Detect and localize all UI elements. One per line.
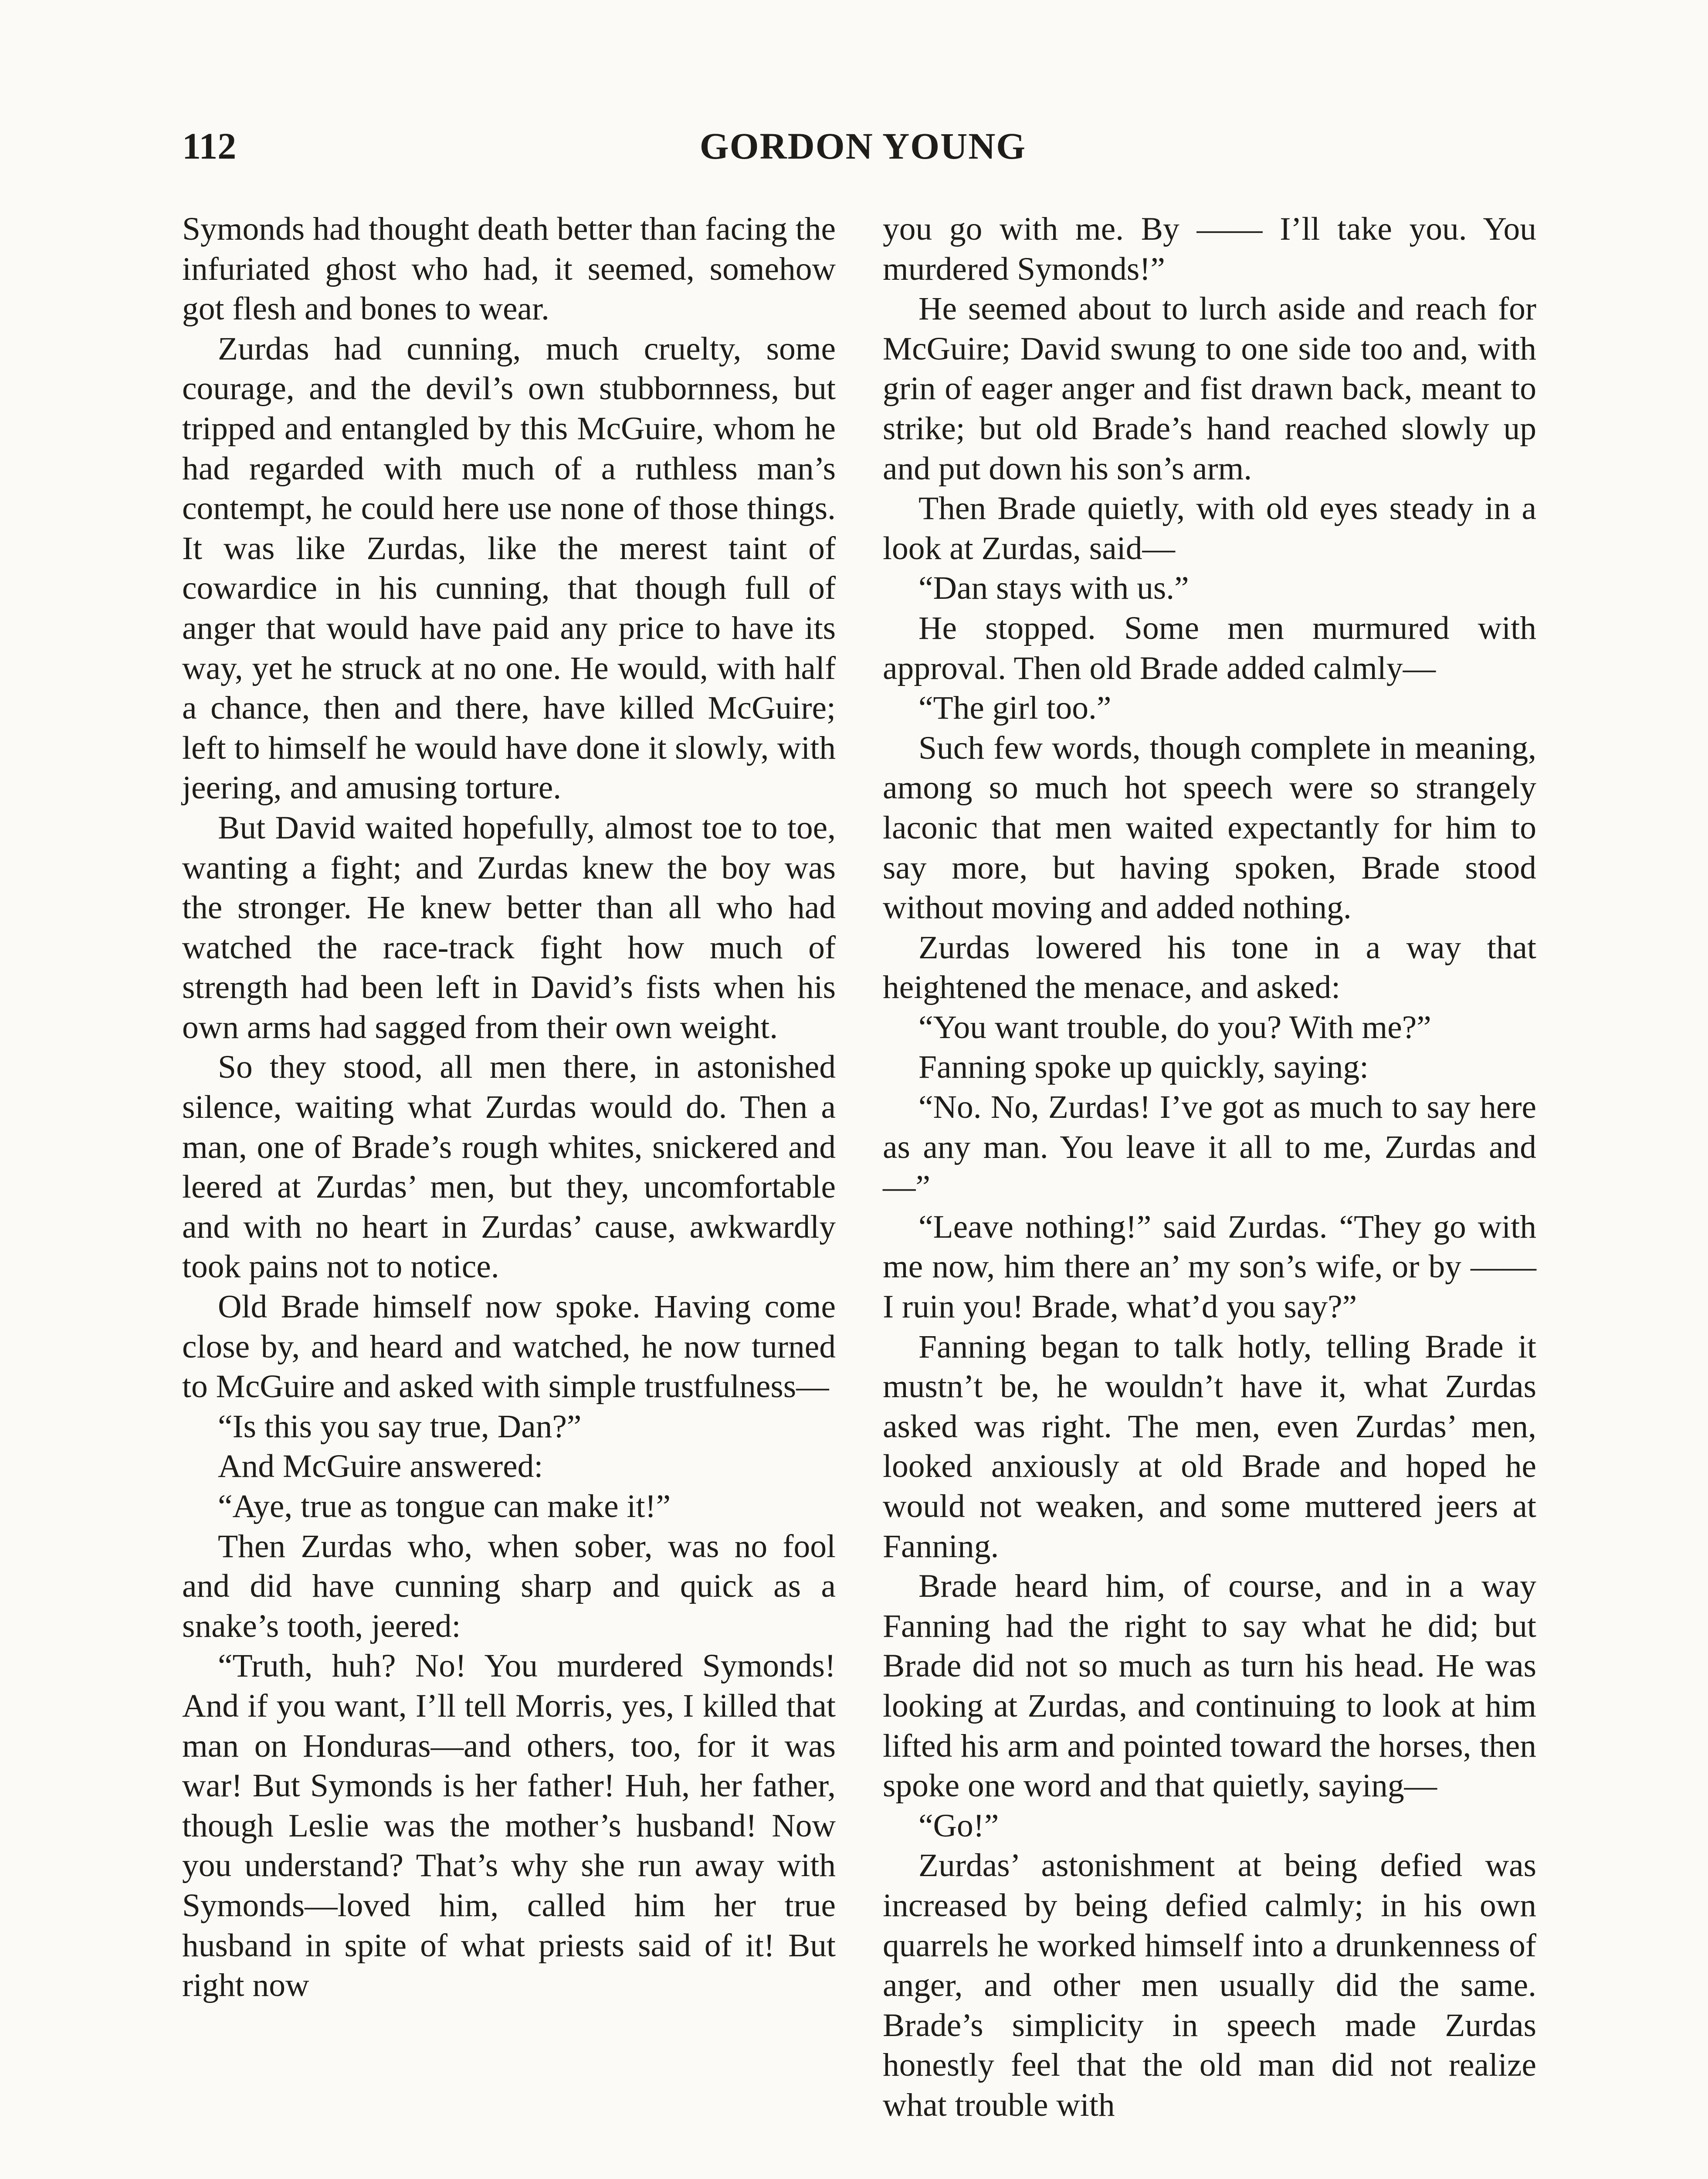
paragraph: “Is this you say true, Dan?” bbox=[218, 1408, 582, 1445]
right-column bbox=[883, 209, 1536, 2125]
paragraph: “Leave nothing!” said Zurdas. “They go with me now, him there an’ my son’s wife, or by —— I ruin you! Brade, what’d you say?” bbox=[883, 1208, 1536, 1325]
paragraph: So they stood, all men there, in astonished silence, waiting what Zurdas would do. Then a man, one of Brade’s rough whites, snickered and leered at Zurdas’ men, but they, uncomfortable and with no heart in Zurdas’ cause, awkwardly took pains not to notice. bbox=[182, 1049, 836, 1285]
paragraph: “You want trouble, do you? With me?” bbox=[918, 1009, 1431, 1045]
page-header bbox=[182, 122, 1544, 170]
paragraph: Such few words, though complete in meaning, among so much hot speech were so strangely laconic that men waited expectantly for him to say more, but having spoken, Brade stood without moving and added nothing. bbox=[883, 730, 1536, 926]
left-column bbox=[182, 209, 836, 2006]
paragraph: Symonds had thought death better than facing the infuriated ghost who had, it seemed, somehow got flesh and bones to wear. bbox=[182, 211, 836, 327]
paragraph: you go with me. By —— I’ll take you. You murdered Symonds!” bbox=[883, 211, 1536, 287]
paragraph: Old Brade himself now spoke. Having come close by, and heard and watched, he now turned to McGuire and asked with simple trustfulness— bbox=[182, 1289, 836, 1405]
paragraph: He stopped. Some men murmured with approval. Then old Brade added calmly— bbox=[883, 610, 1536, 686]
paragraph: Then Zurdas who, when sober, was no fool and did have cunning sharp and quick as a snake’s tooth, jeered: bbox=[182, 1528, 836, 1644]
paragraph: Zurdas had cunning, much cruelty, some courage, and the devil’s own stubbornness, but tripped and entangled by this McGuire, whom he had regarded with much of a ruthless man’s contempt, he could here use none of those things. It was like Zurdas, like the merest taint of cowardice in his cunning, that though full of anger that would have paid any price to have its way, yet he struck at no one. He would, with half a chance, then and there, have killed McGuire; left to himself he would have done it slowly, with jeering, and amusing torture. bbox=[182, 330, 836, 806]
paragraph: “No. No, Zurdas! I’ve got as much to say here as any man. You leave it all to me, Zurdas and—” bbox=[883, 1089, 1536, 1205]
paragraph: “Truth, huh? No! You murdered Symonds! And if you want, I’ll tell Morris, yes, I killed that man on Honduras—and others, too, for it was war! But Symonds is her father! Huh, her father, though Leslie was the mother’s husband! Now you understand? That’s why she run away with Symonds—loved him, called him her true husband in spite of what priests said of it! But right now bbox=[182, 1648, 836, 2004]
paragraph: And McGuire answered: bbox=[218, 1448, 543, 1485]
paragraph: Then Brade quietly, with old eyes steady in a look at Zurdas, said— bbox=[883, 490, 1536, 567]
paragraph: Zurdas lowered his tone in a way that heightened the menace, and asked: bbox=[883, 929, 1536, 1006]
paragraph: He seemed about to lurch aside and reach for McGuire; David swung to one side too and, with grin of eager anger and fist drawn back, meant to strike; but old Brade’s hand reached slowly up and put down his son’s arm. bbox=[883, 291, 1536, 487]
paragraph: But David waited hopefully, almost toe to toe, wanting a fight; and Zurdas knew the boy was the stronger. He knew better than all who had watched the race-track fight how much of strength had been left in David’s fists when his own arms had sagged from their own weight. bbox=[182, 809, 836, 1045]
paragraph: “Aye, true as tongue can make it!” bbox=[218, 1488, 671, 1524]
paragraph: “Go!” bbox=[918, 1807, 999, 1844]
paragraph: Brade heard him, of course, and in a way Fanning had the right to say what he did; but Brade did not so much as turn his head. He was looking at Zurdas, and continuing to look at him lifted his arm and pointed toward the horses, then spoke one word and that quietly, saying— bbox=[883, 1568, 1536, 1804]
paragraph: “The girl too.” bbox=[918, 690, 1112, 726]
paragraph: “Dan stays with us.” bbox=[918, 570, 1189, 607]
running-head: GORDON YOUNG bbox=[699, 125, 1027, 167]
paragraph: Fanning began to talk hotly, telling Brade it mustn’t be, he wouldn’t have it, what Zurdas asked was right. The men, even Zurdas’ men, looked anxiously at old Brade and hoped he would not weaken, and some muttered jeers at Fanning. bbox=[883, 1328, 1536, 1565]
paragraph: Zurdas’ astonishment at being defied was increased by being defied calmly; in his own quarrels he worked himself into a drunkenness of anger, and other men usually did the same. Brade’s simplicity in speech made Zurdas honestly feel that the old man did not realize what trouble with bbox=[883, 1847, 1536, 2123]
paragraph: Fanning spoke up quickly, saying: bbox=[918, 1049, 1369, 1086]
page-number: 112 bbox=[182, 125, 237, 167]
